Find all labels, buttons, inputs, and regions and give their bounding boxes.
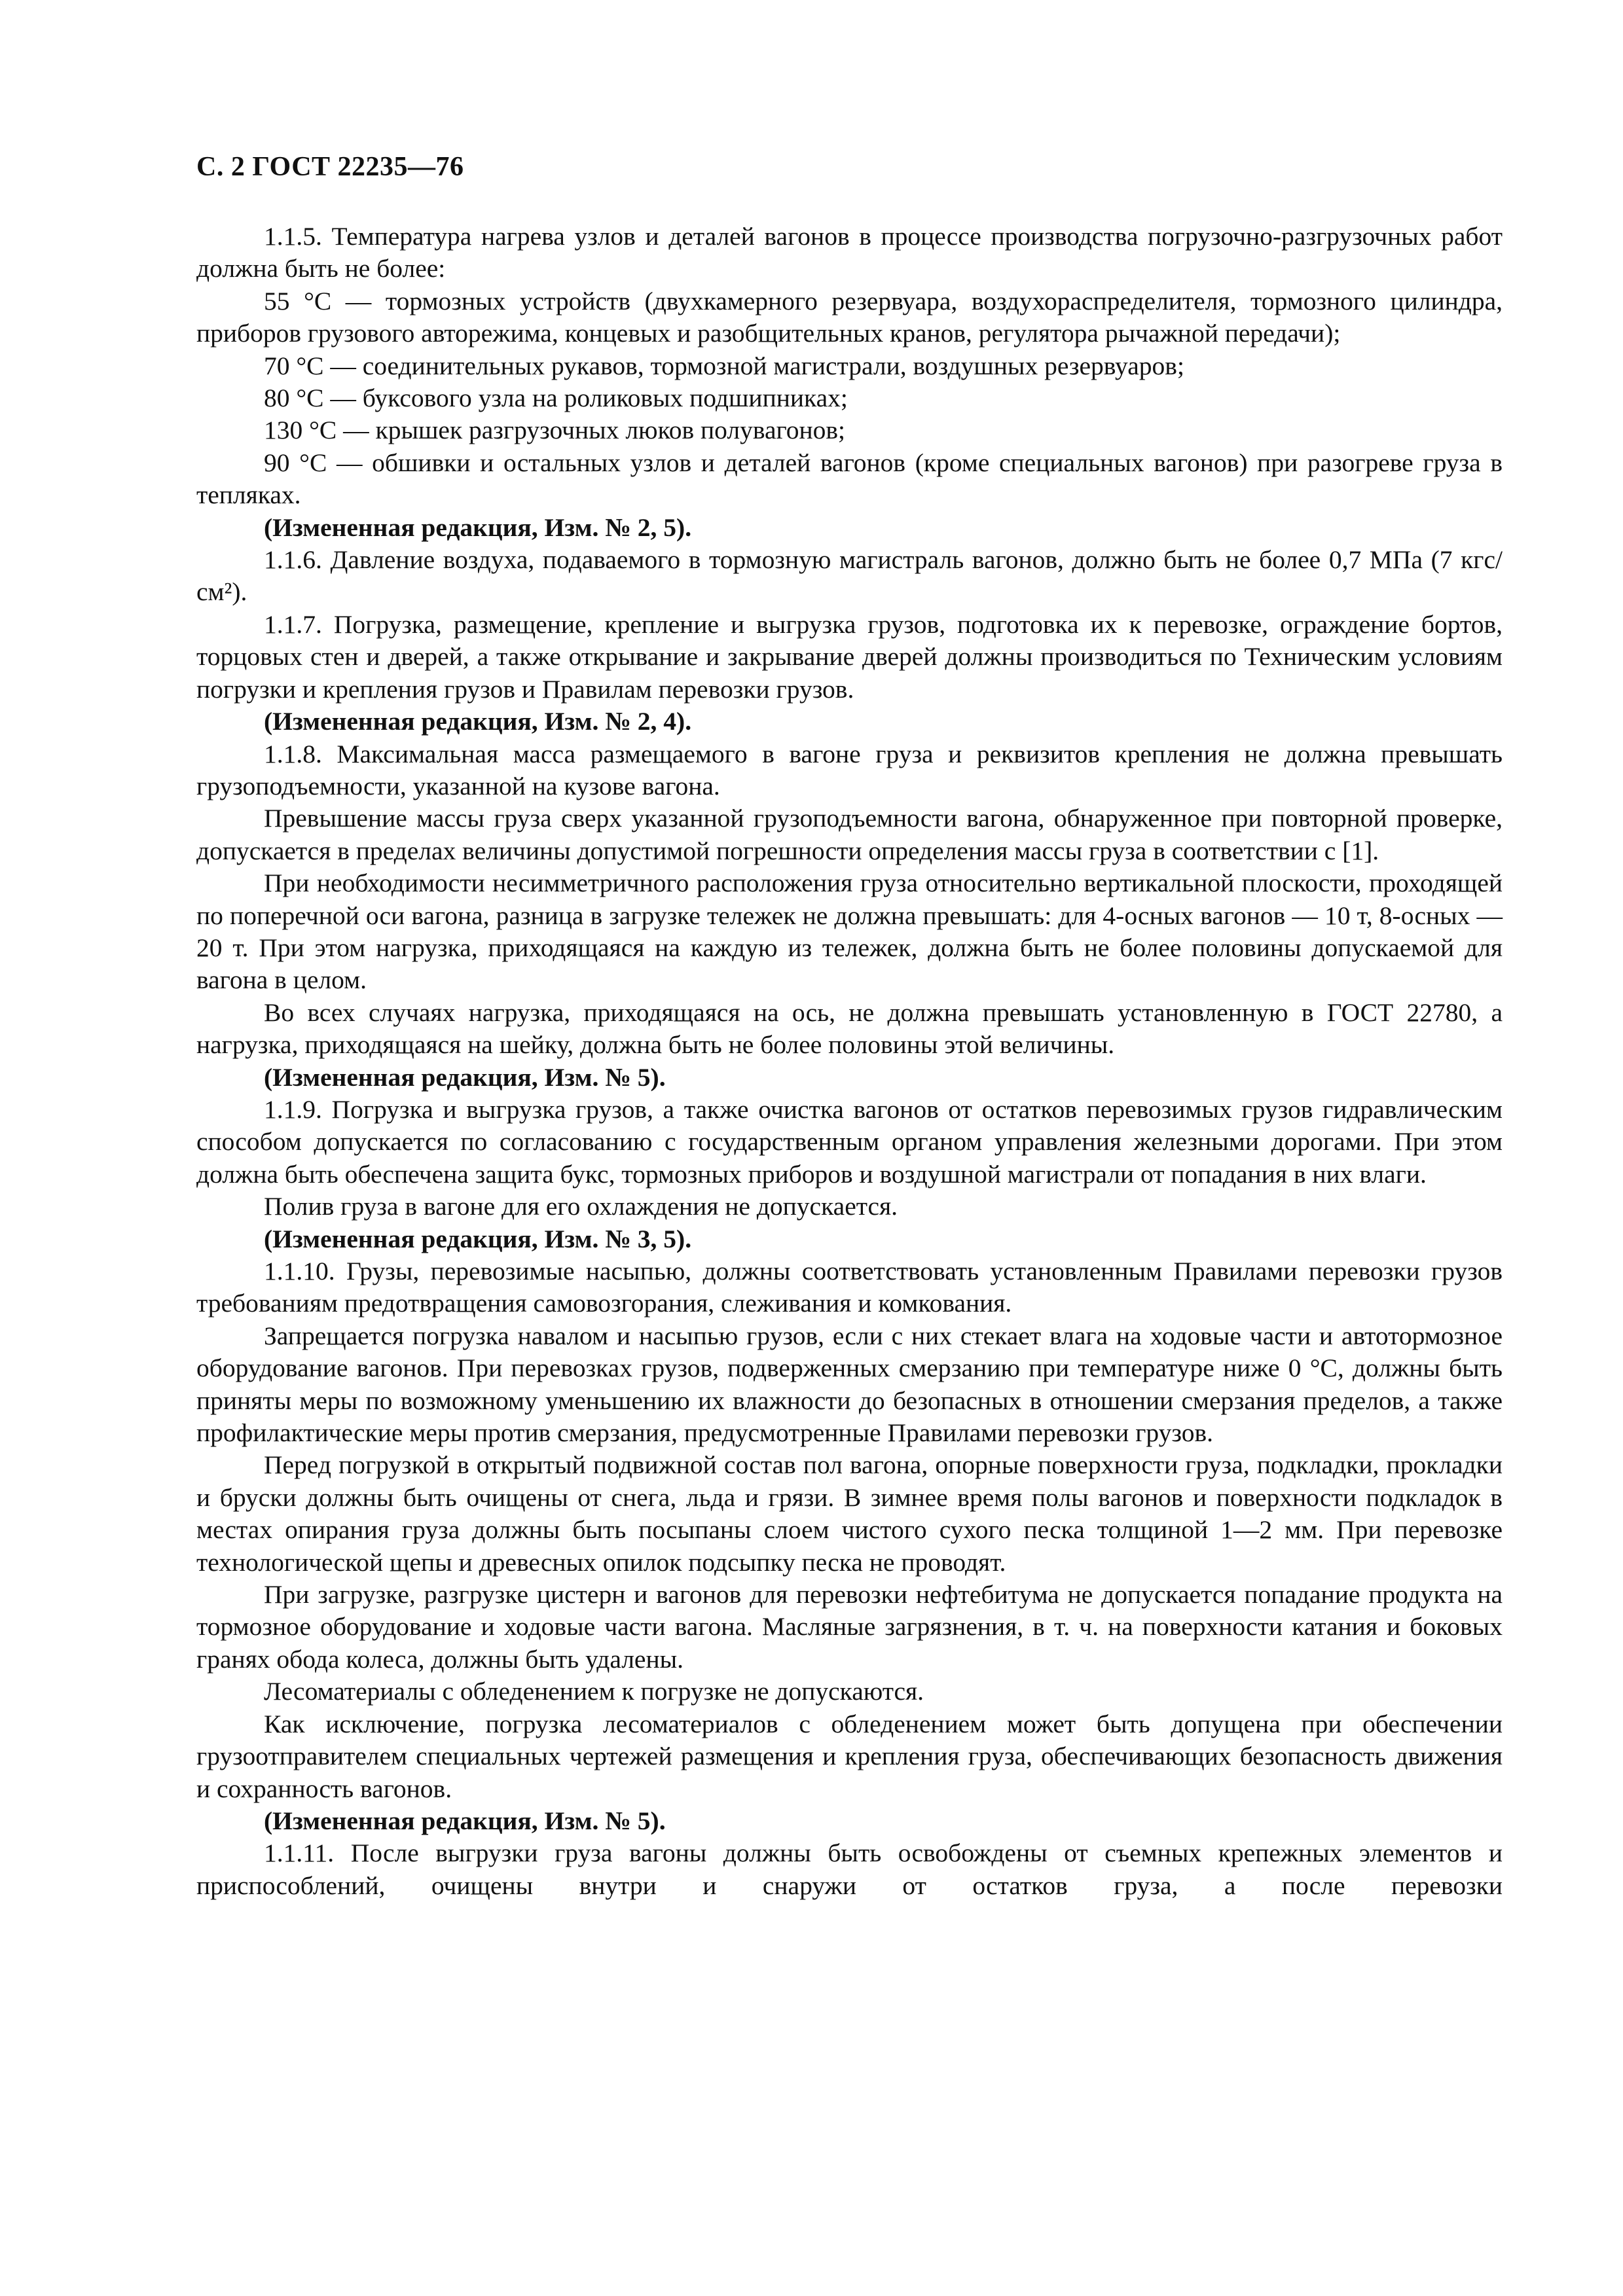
paragraph: 1.1.9. Погрузка и выгрузка грузов, а также очистка вагонов от остатков перевозимых грузов гидравлическим способом допускается по согласованию с государственным органом управления железными дорогами. При этом должна быть обеспечена защита букс, тормозных приборов и воздушной магистрали от попадания в них влаги. [196,1094,1503,1189]
paragraph: 130 °С — крышек разгрузочных люков полувагонов; [264,416,845,445]
paragraph: Во всех случаях нагрузка, приходящаяся на ось, не должна превышать установленную в ГОСТ 22780, а нагрузка, приходящаяся на шейку, должна быть не более половины этой величины. [196,997,1503,1060]
paragraph: 1.1.11. После выгрузки груза вагоны должны быть освобождены от съемных крепежных элементов и приспособлений, очищены внутри и снаружи от остатков груза, а после перевозки [196,1839,1503,1900]
document-page [196,147,1503,1902]
paragraph: Перед погрузкой в открытый подвижной состав пол вагона, опорные поверхности груза, подкладки, прокладки и бруски должны быть очищены от снега, льда и грязи. В зимнее время полы вагонов и поверхности подкладок в местах опирания груза должны быть посыпаны слоем чистого сухого песка толщиной 1—2 мм. При перевозке технологической щепы и древесных опилок подсыпку песка не проводят. [196,1450,1503,1577]
paragraph: Лесоматериалы с обледенением к погрузке не допускаются. [264,1677,924,1706]
paragraph: Как исключение, погрузка лесоматериалов с обледенением может быть допущена при обеспечении грузоотправителем специальных чертежей размещения и крепления груза, обеспечивающих безопасность движения и сохранность вагонов. [196,1709,1503,1803]
paragraph: При загрузке, разгрузке цистерн и вагонов для перевозки нефтебитума не допускается попадание продукта на тормозное оборудование и ходовые части вагона. Масляные загрязнения, в т. ч. на поверхности катания и боковых гранях обода колеса, должны быть удалены. [196,1580,1503,1674]
amendment-note: (Измененная редакция, Изм. № 5). [264,1806,666,1835]
paragraph: 1.1.10. Грузы, перевозимые насыпью, должны соответствовать установленным Правилами перевозки грузов требованиям предотвращения самовозгорания, слеживания и комкования. [196,1257,1503,1318]
amendment-note: (Измененная редакция, Изм. № 2, 5). [264,512,692,542]
paragraph: 80 °С — буксового узла на роликовых подшипниках; [264,384,848,413]
paragraph: 1.1.5. Температура нагрева узлов и деталей вагонов в процессе производства погрузочно-разгрузочных работ должна быть не более: [196,222,1503,283]
page-header: С. 2 ГОСТ 22235—76 [196,152,464,182]
paragraph: 70 °С — соединительных рукавов, тормозной магистрали, воздушных резервуаров; [264,351,1184,380]
paragraph: 90 °С — обшивки и остальных узлов и деталей вагонов (кроме специальных вагонов) при разогреве груза в тепляках. [196,448,1503,510]
amendment-note: (Измененная редакция, Изм. № 3, 5). [264,1224,692,1253]
paragraph: Запрещается погрузка навалом и насыпью грузов, если с них стекает влага на ходовые части и автотормозное оборудование вагонов. При перевозках грузов, подверженных смерзанию при температуре ниже 0 °С, должны быть приняты меры по возможному уменьшению их влажности до безопасных в отношении смерзания пределов, а также профилактические меры против смерзания, предусмотренные Правилами перевозки грузов. [196,1321,1503,1448]
paragraph: 1.1.8. Максимальная масса размещаемого в вагоне груза и реквизитов крепления не должна превышать грузоподъемности, указанной на кузове вагона. [196,739,1503,800]
paragraph: При необходимости несимметричного расположения груза относительно вертикальной плоскости, проходящей по поперечной оси вагона, разница в загрузке тележек не должна превышать: для 4-осных вагонов — 10 т, 8-осных — 20 т. При этом нагрузка, приходящаяся на каждую из тележек, должна быть не более половины допускаемой для вагона в целом. [196,869,1503,995]
amendment-note: (Измененная редакция, Изм. № 5). [264,1062,666,1092]
paragraph: 1.1.7. Погрузка, размещение, крепление и выгрузка грузов, подготовка их к перевозке, ограждение бортов, торцовых стен и дверей, а также открывание и закрывание дверей должны производиться по Техническим условиям погрузки и крепления грузов и Правилам перевозки грузов. [196,609,1503,704]
paragraph: Полив груза в вагоне для его охлаждения не допускается. [264,1192,898,1221]
document-body [196,221,1503,1902]
paragraph: 1.1.6. Давление воздуха, подаваемого в тормозную магистраль вагонов, должно быть не более 0,7 МПа (7 кгс/см²). [196,545,1503,607]
paragraph: 55 °С — тормозных устройств (двухкамерного резервуара, воздухораспределителя, тормозного цилиндра, приборов грузового авторежима, концевых и разобщительных кранов, регулятора рычажной передачи); [196,286,1503,348]
amendment-note: (Измененная редакция, Изм. № 2, 4). [264,707,692,736]
paragraph: Превышение массы груза сверх указанной грузоподъемности вагона, обнаруженное при повторной проверке, допускается в пределах величины допустимой погрешности определения массы груза в соответствии с [1]. [196,804,1503,865]
